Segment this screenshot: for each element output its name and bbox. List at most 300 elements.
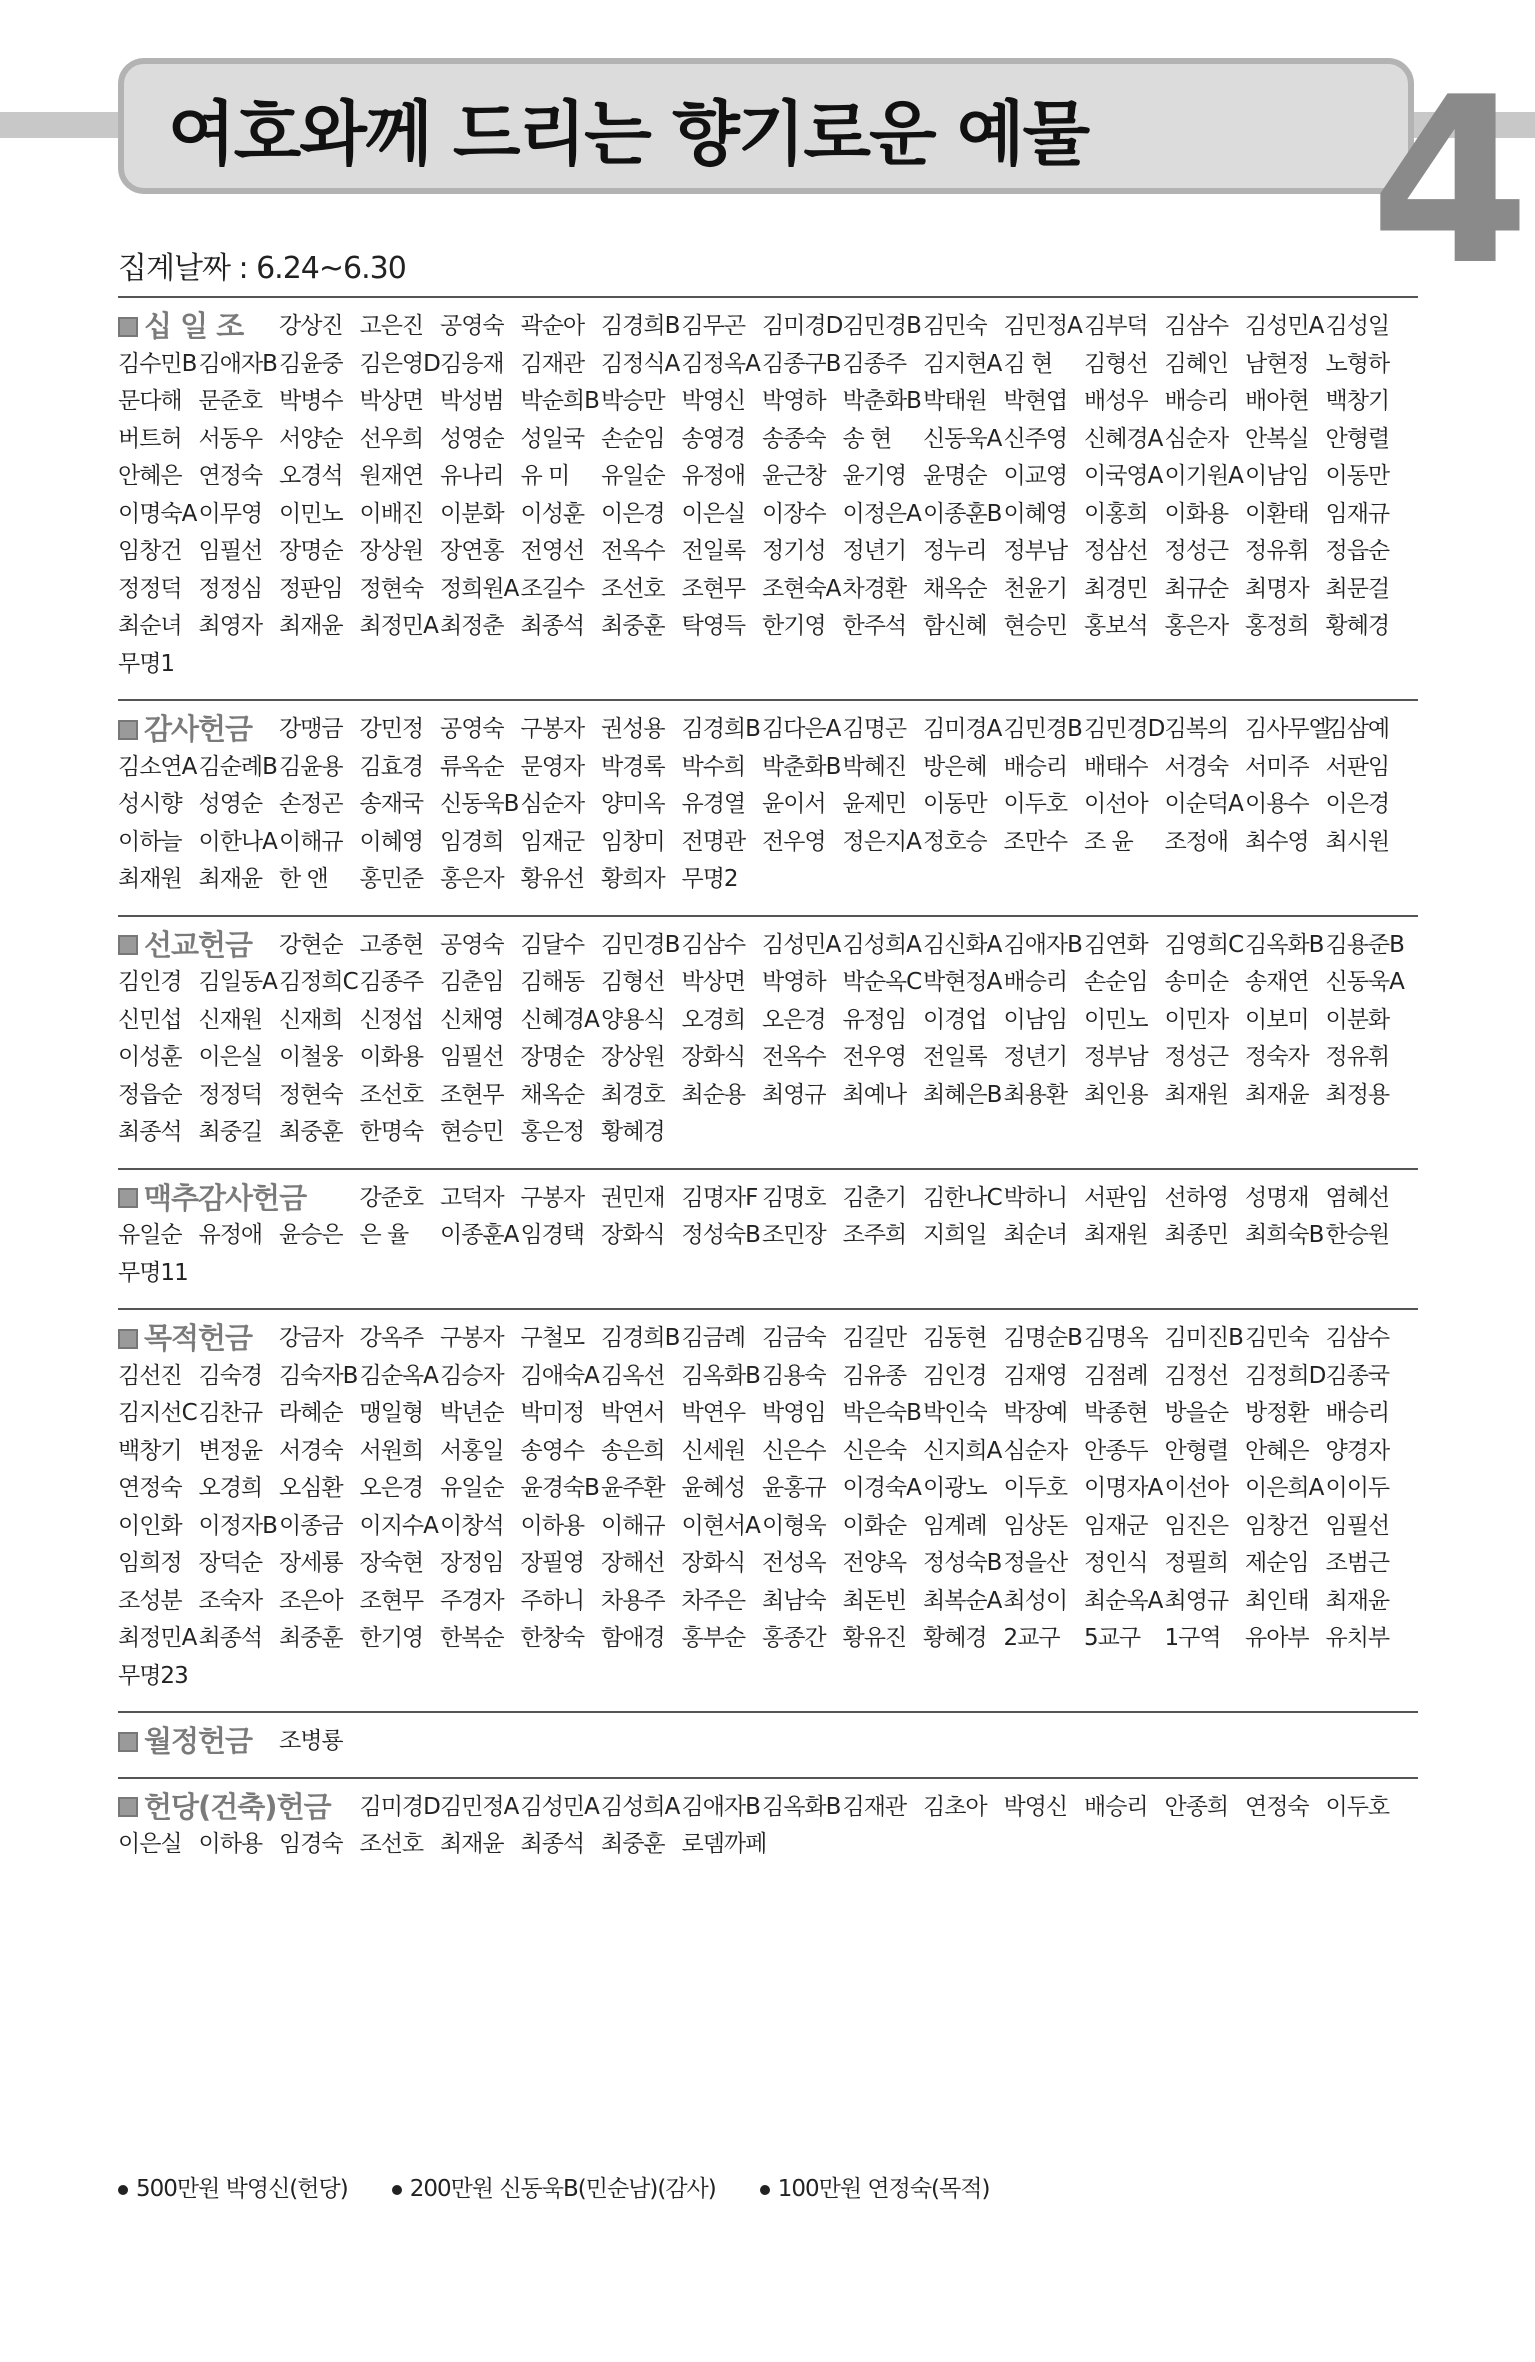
- donor-name: 정인식: [1084, 1550, 1148, 1576]
- donor-name: 신채영: [440, 1006, 504, 1033]
- donor-name: 송 현: [842, 425, 892, 452]
- donor-name: 윤경숙B: [520, 1475, 599, 1501]
- donor-name: 신재희: [279, 1006, 343, 1033]
- donor-name: 이하용: [198, 1831, 263, 1857]
- donor-name: 정유휘: [1325, 1044, 1390, 1070]
- donor-name: 이국영A: [1084, 463, 1163, 489]
- donor-name: 윤근창: [762, 463, 826, 489]
- donor-name: 심순자: [1003, 1437, 1068, 1464]
- footer-item: [760, 2170, 990, 2203]
- donor-name: 은 율: [359, 1222, 409, 1248]
- donor-name: 차경환: [842, 575, 907, 602]
- donor-name: 신민섭: [118, 1006, 182, 1033]
- donor-name: 박하니: [1003, 1184, 1068, 1211]
- donor-name: 송종숙: [762, 425, 826, 452]
- donor-name: 정읍순: [1325, 538, 1390, 564]
- donor-name: 신혜경A: [1084, 425, 1163, 452]
- donor-name: 최정민A: [359, 613, 438, 639]
- donor-name: 오경희: [198, 1475, 263, 1501]
- donor-name: 전우영: [842, 1044, 907, 1070]
- donor-name: 변정윤: [198, 1437, 263, 1464]
- donor-name: 정읍순: [118, 1081, 182, 1108]
- donor-name: 주경자: [440, 1587, 504, 1614]
- donor-name: 김애자B: [198, 350, 277, 377]
- donor-name: 최영자: [198, 613, 263, 639]
- donor-name: 주하니: [520, 1587, 585, 1614]
- donor-name: 황희자: [601, 866, 665, 892]
- donor-name: 황유선: [520, 866, 585, 892]
- donor-name: 임필선: [1325, 1512, 1390, 1539]
- donor-name: 임진은: [1164, 1512, 1229, 1539]
- donor-name: 염혜선: [1325, 1184, 1390, 1211]
- donor-name: 최재원: [1084, 1222, 1148, 1248]
- donor-name: 박혜진: [842, 753, 907, 780]
- donor-name: 김삼수: [681, 931, 746, 958]
- donor-name: 전일록: [681, 538, 746, 564]
- donor-name: 이혜영: [359, 828, 424, 855]
- donor-name: 정성숙B: [681, 1222, 760, 1248]
- donor-name: 이해규: [279, 828, 343, 855]
- donor-name: 김애자B: [681, 1793, 760, 1820]
- donor-name: 김민숙: [923, 313, 987, 339]
- donor-name: 지희일: [923, 1222, 987, 1248]
- donor-name: 신혜경A: [520, 1006, 599, 1033]
- donor-name: 김정희C: [279, 969, 358, 995]
- bullet-icon: [118, 2185, 128, 2195]
- donor-name: 최중길: [198, 1119, 263, 1145]
- donor-name: 김옥화B: [681, 1362, 760, 1389]
- donor-name: 이성훈: [118, 1044, 182, 1070]
- donor-name: 양미옥: [601, 791, 665, 817]
- donor-name: 박현정A: [923, 969, 1002, 995]
- donor-name: 임필선: [440, 1044, 504, 1070]
- donor-name: 강금자: [279, 1325, 343, 1351]
- donor-name: 한창숙: [520, 1625, 585, 1651]
- donor-name: 이명자A: [1084, 1475, 1163, 1501]
- donor-name: 김혜인: [1164, 350, 1229, 377]
- donor-name: 최정춘: [440, 613, 504, 639]
- donor-name: 손정곤: [279, 791, 343, 817]
- donor-name: 최재윤: [198, 866, 263, 892]
- donor-name: 최종석: [118, 1119, 182, 1145]
- donor-name: 한복순: [440, 1625, 504, 1651]
- donor-name: 유정애: [681, 463, 746, 489]
- donor-name: 박순옥C: [842, 969, 922, 995]
- section-title: 목적헌금: [144, 1321, 253, 1355]
- donor-name: 김정옥A: [681, 350, 760, 377]
- donor-name: 김재관: [520, 350, 585, 377]
- donor-name: 유정임: [842, 1006, 907, 1033]
- donor-name: 김춘임: [440, 969, 504, 995]
- donor-name: 최재윤: [279, 613, 343, 639]
- donor-name: 이광노: [923, 1475, 987, 1501]
- offering-section: [118, 915, 1418, 1168]
- donor-name: 1구역: [1164, 1625, 1221, 1651]
- donor-name: 방은혜: [923, 753, 987, 780]
- donor-name: 무명2: [681, 866, 738, 892]
- donor-name: 박년순: [440, 1400, 504, 1426]
- donor-name: 박미정: [520, 1400, 585, 1426]
- donor-name: 서원희: [359, 1437, 424, 1464]
- donor-name: 이창석: [440, 1512, 504, 1539]
- donor-name: 현승민: [440, 1119, 504, 1145]
- offering-section: [118, 1711, 1418, 1777]
- section-heading: [118, 308, 279, 346]
- donor-name: 최규순: [1164, 575, 1229, 602]
- donor-name: 박은숙B: [842, 1400, 921, 1426]
- donor-name: 김성민A: [762, 931, 841, 958]
- donor-name: 이환태: [1245, 500, 1309, 527]
- donor-name: 신동욱A: [1325, 969, 1404, 995]
- donor-name: 김종주: [842, 350, 907, 377]
- donor-name: 조은아: [279, 1587, 343, 1614]
- donor-name: 윤제민: [842, 791, 907, 817]
- donor-name: 최돈빈: [842, 1587, 907, 1614]
- donor-name: 김승자: [440, 1362, 504, 1389]
- donor-name: 임경숙: [279, 1831, 343, 1857]
- section-title: 십 일 조: [144, 309, 244, 343]
- donor-name: 유나리: [440, 463, 504, 489]
- donor-name: 전일록: [923, 1044, 987, 1070]
- issue-number: 4: [1370, 49, 1523, 316]
- donor-name: 이민노: [1084, 1006, 1148, 1033]
- donor-name: 이종훈B: [923, 500, 1002, 527]
- donor-name: 김복의: [1164, 716, 1229, 742]
- donor-name: 이은희A: [1245, 1475, 1324, 1501]
- donor-name: 이하용: [520, 1512, 585, 1539]
- donor-name: 조선호: [359, 1831, 424, 1857]
- donor-name: 구봉자: [520, 716, 585, 742]
- donor-name: 송영수: [520, 1437, 585, 1464]
- square-bullet-icon: [118, 1329, 138, 1349]
- donor-name: 홍민준: [359, 866, 424, 892]
- donor-name: 배승리: [1164, 388, 1229, 414]
- donor-name: 조현무: [359, 1587, 424, 1614]
- donor-name: 안형렬: [1325, 425, 1390, 452]
- donor-name: 최순녀: [1003, 1222, 1068, 1248]
- donor-name: 정성근: [1164, 538, 1229, 564]
- footer-item-text: 200만원 신동욱B(민순남)(감사): [409, 2176, 716, 2202]
- donor-name: 이홍희: [1084, 500, 1148, 527]
- donor-name: 선하영: [1164, 1184, 1229, 1211]
- donor-name: 황혜경: [923, 1625, 987, 1651]
- donor-name: 정삼선: [1084, 538, 1148, 564]
- donor-name: 박영신: [1003, 1793, 1068, 1820]
- donor-name: 권민재: [601, 1184, 665, 1211]
- donor-name: 김효경: [359, 753, 424, 780]
- donor-name: 김응재: [440, 350, 504, 377]
- donor-name: 임필선: [198, 538, 263, 564]
- donor-name: 김일동A: [198, 969, 277, 995]
- donor-name: 박장예: [1003, 1400, 1068, 1426]
- donor-name: 김숙경: [198, 1362, 263, 1389]
- donor-name: 홍은정: [520, 1119, 585, 1145]
- donor-name: 김명순B: [1003, 1325, 1082, 1351]
- donor-name: 장숙현: [359, 1550, 424, 1576]
- donor-name: 김미진B: [1164, 1325, 1243, 1351]
- donor-name: 최재원: [1164, 1081, 1229, 1108]
- donor-name: 이해규: [601, 1512, 665, 1539]
- donor-name: 홍정희: [1245, 613, 1309, 639]
- donor-name: 최남숙: [762, 1587, 826, 1614]
- donor-name: 김금례: [681, 1325, 746, 1351]
- footer-item-text: 500만원 박영신(헌당): [136, 2176, 348, 2202]
- donor-name: 신재원: [198, 1006, 263, 1033]
- donor-name: 최재윤: [440, 1831, 504, 1857]
- donor-name: 최순용: [681, 1081, 746, 1108]
- donor-name: 심순자: [1164, 425, 1229, 452]
- donor-name: 현승민: [1003, 613, 1068, 639]
- donor-name: 김한나C: [923, 1184, 1002, 1211]
- donor-name: 신동욱B: [440, 791, 519, 817]
- donor-name: 박연우: [681, 1400, 746, 1426]
- donor-name: 이두호: [1003, 1475, 1068, 1501]
- donor-name: 김민경D: [1084, 716, 1165, 742]
- donor-name: 김점례: [1084, 1362, 1148, 1389]
- donor-name: 성명재: [1245, 1184, 1309, 1211]
- donor-name: 김명곤: [842, 716, 907, 742]
- donor-name: 김인경: [923, 1362, 987, 1389]
- donor-name: 성일국: [520, 425, 585, 452]
- donor-name: 제순임: [1245, 1550, 1309, 1576]
- section-heading: [118, 711, 279, 749]
- donor-name: 정정덕: [198, 1081, 263, 1108]
- donor-name: 이남임: [1245, 463, 1309, 489]
- donor-name: 이정자B: [198, 1512, 277, 1539]
- donor-name: 채옥순: [923, 575, 987, 602]
- donor-name: 이교영: [1003, 463, 1068, 489]
- donor-name: 조만수: [1003, 828, 1068, 855]
- name-grid: [118, 1180, 1418, 1293]
- donor-name: 유치부: [1325, 1625, 1390, 1651]
- donor-name: 이무영: [198, 500, 263, 527]
- donor-name: 채옥순: [520, 1081, 585, 1108]
- donor-name: 오심환: [279, 1475, 343, 1501]
- donor-name: 공영숙: [440, 716, 504, 742]
- name-grid: [118, 711, 1418, 899]
- donor-name: 최재윤: [1245, 1081, 1309, 1108]
- donor-name: 이철웅: [279, 1044, 343, 1070]
- donor-name: 김미경D: [359, 1793, 440, 1820]
- donor-name: 김은영D: [359, 350, 440, 377]
- donor-name: 서홍일: [440, 1437, 504, 1464]
- donor-name: 장정임: [440, 1550, 504, 1576]
- donor-name: 김민경B: [1003, 716, 1082, 742]
- donor-name: 김명호: [762, 1184, 826, 1211]
- donor-name: 김정식A: [601, 350, 680, 377]
- donor-name: 고종현: [359, 931, 424, 958]
- square-bullet-icon: [118, 1188, 138, 1208]
- donor-name: 연정숙: [198, 463, 263, 489]
- name-grid: [118, 927, 1418, 1152]
- donor-name: 유일순: [601, 463, 665, 489]
- donor-name: 최성이: [1003, 1587, 1068, 1614]
- donor-name: 전우영: [762, 828, 826, 855]
- donor-name: 박영임: [762, 1400, 826, 1426]
- donor-name: 박인숙: [923, 1400, 987, 1426]
- donor-name: 조범근: [1325, 1550, 1390, 1576]
- donor-name: 백창기: [1325, 388, 1390, 414]
- donor-name: 최예나: [842, 1081, 907, 1108]
- donor-name: 최혜은B: [923, 1081, 1002, 1108]
- donor-name: 최시원: [1325, 828, 1390, 855]
- donor-name: 서양순: [279, 425, 343, 452]
- page-title: 여호와께 드리는 향기로운 예물: [168, 93, 1089, 175]
- donor-name: 최중훈: [279, 1119, 343, 1145]
- donor-name: 박경록: [601, 753, 665, 780]
- donor-name: 송은희: [601, 1437, 665, 1464]
- donor-name: 박순희B: [520, 388, 599, 414]
- donor-name: 김애숙A: [520, 1362, 599, 1389]
- donor-name: 성영순: [440, 425, 504, 452]
- donor-name: 신주영: [1003, 425, 1068, 452]
- donor-name: 함신혜: [923, 613, 987, 639]
- donor-name: 배성우: [1084, 388, 1148, 414]
- donor-name: 김형선: [601, 969, 665, 995]
- donor-name: 박상면: [681, 969, 746, 995]
- donor-name: 유경열: [681, 791, 746, 817]
- donor-name: 정정덕: [118, 575, 182, 602]
- donor-name: 송재연: [1245, 969, 1309, 995]
- donor-name: 박춘화B: [762, 753, 841, 780]
- donor-name: 김동현: [923, 1325, 987, 1351]
- donor-name: 이은경: [1325, 791, 1390, 817]
- donor-name: 김순옥A: [359, 1362, 438, 1389]
- donor-name: 배태수: [1084, 753, 1148, 780]
- donor-name: 이분화: [440, 500, 504, 527]
- donor-name: 장명순: [520, 1044, 585, 1070]
- donor-name: 유아부: [1245, 1625, 1309, 1651]
- donor-name: 이종금: [279, 1512, 343, 1539]
- donor-name: 김연화: [1084, 931, 1148, 958]
- donor-name: 김소연A: [118, 753, 197, 780]
- donor-name: 최인태: [1245, 1587, 1309, 1614]
- donor-name: 조민장: [762, 1222, 826, 1248]
- donor-name: 김옥선: [601, 1362, 665, 1389]
- donor-name: 박현엽: [1003, 388, 1068, 414]
- donor-name: 손순임: [601, 425, 665, 452]
- donor-name: 무명11: [118, 1259, 188, 1286]
- donor-name: 고은진: [359, 313, 424, 339]
- donor-name: 안혜은: [1245, 1437, 1309, 1464]
- donor-name: 김삼수: [1164, 313, 1229, 339]
- donor-name: 임경택: [520, 1222, 585, 1248]
- donor-name: 박연서: [601, 1400, 665, 1426]
- donor-name: 문영자: [520, 753, 585, 780]
- donor-name: 이인화: [118, 1512, 182, 1539]
- donor-name: 차용주: [601, 1587, 665, 1614]
- donor-name: 라혜순: [279, 1400, 343, 1426]
- donor-name: 강준호: [359, 1184, 424, 1211]
- donor-name: 김삼예: [1325, 716, 1390, 742]
- donor-name: 전양옥: [842, 1550, 907, 1576]
- donor-name: 2교구: [1003, 1625, 1060, 1651]
- donor-name: 버트허: [118, 425, 182, 452]
- donor-name: 송재국: [359, 791, 424, 817]
- donor-name: 양경자: [1325, 1437, 1390, 1464]
- donor-name: 김용준B: [1325, 931, 1404, 958]
- donor-name: 윤승은: [279, 1222, 343, 1248]
- donor-name: 윤주환: [601, 1475, 665, 1501]
- donor-name: 강옥주: [359, 1325, 424, 1351]
- donor-name: 김선진: [118, 1362, 182, 1389]
- donor-name: 홍종간: [762, 1625, 826, 1651]
- donor-name: 권성용: [601, 716, 665, 742]
- donor-name: 이하늘: [118, 828, 182, 855]
- donor-name: 유일순: [440, 1475, 504, 1501]
- donor-name: 전옥수: [601, 538, 665, 564]
- donor-name: 심순자: [520, 791, 585, 817]
- donor-name: 조 윤: [1084, 828, 1133, 855]
- donor-name: 김옥화B: [762, 1793, 841, 1820]
- name-grid: [118, 1723, 1418, 1761]
- section-heading: [118, 1320, 279, 1358]
- donor-name: 김금숙: [762, 1325, 826, 1351]
- donor-name: 박춘화B: [842, 388, 921, 414]
- donor-name: 임상돈: [1003, 1512, 1068, 1539]
- donor-name: 전명관: [681, 828, 746, 855]
- section-heading: [118, 927, 279, 965]
- donor-name: 전영선: [520, 538, 585, 564]
- donor-name: 이종훈A: [440, 1222, 519, 1248]
- donor-name: 최재윤: [1325, 1587, 1390, 1614]
- offering-section: [118, 1168, 1418, 1309]
- donor-name: 박승만: [601, 388, 665, 414]
- donor-name: 조숙자: [198, 1587, 263, 1614]
- name-grid: [118, 1320, 1418, 1695]
- donor-name: 최명자: [1245, 575, 1309, 602]
- donor-name: 황혜경: [1325, 613, 1390, 639]
- donor-name: 김영희C: [1164, 931, 1244, 958]
- donor-name: 차주은: [681, 1587, 746, 1614]
- donor-name: 이정은A: [842, 500, 921, 527]
- donor-name: 이은실: [118, 1831, 182, 1857]
- donor-name: 안복실: [1245, 425, 1309, 452]
- donor-name: 배승리: [1084, 1793, 1148, 1820]
- donor-name: 김정희D: [1245, 1362, 1326, 1389]
- donor-name: 최순녀: [118, 613, 182, 639]
- donor-name: 김경희B: [681, 716, 760, 742]
- donor-name: 강맹금: [279, 716, 343, 742]
- donor-name: 김민정A: [440, 1793, 519, 1820]
- donor-name: 최정민A: [118, 1625, 197, 1651]
- donor-name: 김성희A: [601, 1793, 680, 1820]
- donor-name: 신지희A: [923, 1437, 1002, 1464]
- donor-name: 배승리: [1325, 1400, 1390, 1426]
- donor-name: 한기영: [762, 613, 826, 639]
- donor-name: 오경석: [279, 463, 343, 489]
- donor-name: 김지현A: [923, 350, 1002, 377]
- donor-name: 이은실: [198, 1044, 263, 1070]
- donor-name: 정숙자: [1245, 1044, 1309, 1070]
- donor-name: 조현무: [681, 575, 746, 602]
- donor-name: 서판임: [1084, 1184, 1148, 1211]
- donor-name: 성영순: [198, 791, 263, 817]
- donor-name: 함애경: [601, 1625, 665, 1651]
- donor-name: 김부덕: [1084, 313, 1148, 339]
- donor-name: 이경업: [923, 1006, 987, 1033]
- donor-name: 김명자F: [681, 1184, 758, 1211]
- donor-name: 김애자B: [1003, 931, 1082, 958]
- donor-name: 강현순: [279, 931, 343, 958]
- donor-name: 문준호: [198, 388, 263, 414]
- square-bullet-icon: [118, 317, 138, 337]
- donor-name: 김종구B: [762, 350, 841, 377]
- donor-name: 김민숙: [1245, 1325, 1309, 1351]
- donor-name: 이분화: [1325, 1006, 1390, 1033]
- donor-name: 임창건: [118, 538, 182, 564]
- donor-name: 오은경: [359, 1475, 424, 1501]
